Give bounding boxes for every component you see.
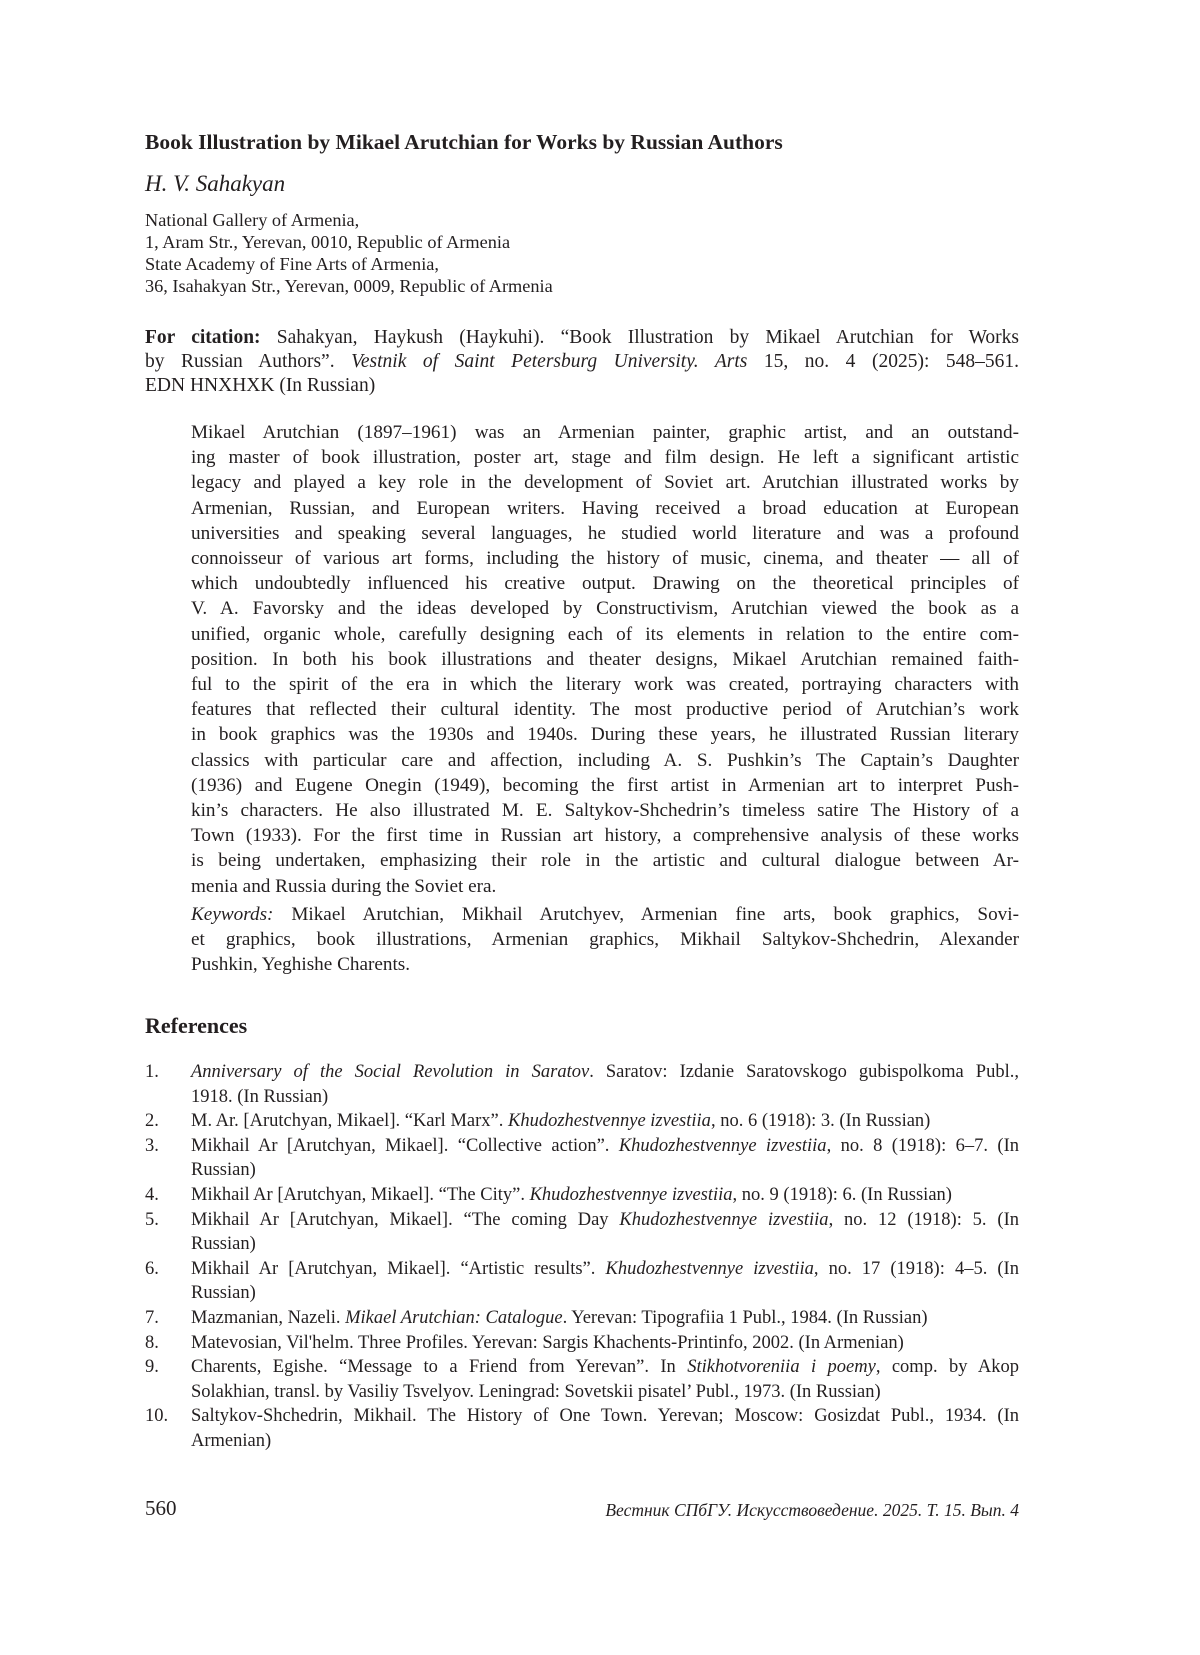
journal-running-title: Вестник СПбГУ. Искусствоведение. 2025. Т. 15. Вып. 4: [605, 1500, 1019, 1520]
reference-line: [191, 1060, 1019, 1085]
reference-text: , no. 8 (1918): 6–7. (In: [826, 1135, 1019, 1156]
reference-text: 1918. (In Russian): [191, 1086, 329, 1107]
reference-line: [191, 1257, 1019, 1282]
references-list: [145, 1060, 1019, 1454]
reference-text: , no. 12 (1918): 5. (In: [828, 1209, 1019, 1230]
journal-title: Vestnik of Saint Petersburg University. Arts: [351, 351, 748, 373]
abstract-line: (1936) and Eugene Onegin (1949), becoming the first artist in Armenian art to interpret Push-: [191, 774, 1019, 796]
abstract: [191, 420, 1019, 899]
reference-line: [191, 1281, 1019, 1306]
references-heading: References: [145, 1013, 248, 1038]
keywords-line: Pushkin, Yeghishe Charents.: [191, 953, 411, 975]
citation-line: [145, 374, 1019, 398]
keywords: [191, 902, 1019, 977]
reference-line: [191, 1134, 1019, 1159]
citation-text: EDN HNXHXK (In Russian): [145, 375, 376, 397]
reference-item: [145, 1306, 1019, 1331]
page-number: 560: [145, 1496, 177, 1520]
reference-text: Russian): [191, 1234, 256, 1255]
reference-title: Khudozhestvennye izvestiia: [507, 1111, 711, 1132]
reference-text: Mikhail Ar [Arutchyan, Mikael]. “The City”.: [191, 1184, 530, 1205]
keywords-text: Mikael Arutchian, Mikhail Arutchyev, Armenian fine arts, book graphics, Sovi-: [273, 903, 1019, 925]
reference-title: Khudozhestvennye izvestiia: [619, 1209, 829, 1230]
reference-title: Khudozhestvennye izvestiia: [618, 1135, 827, 1156]
reference-text: Charents, Egishe. “Message to a Friend from Yerevan”. In: [191, 1357, 688, 1378]
reference-line: [191, 1331, 1019, 1356]
reference-line: [191, 1306, 1019, 1331]
reference-item: [145, 1109, 1019, 1134]
abstract-line: legacy and played a key role in the development of Soviet art. Arutchian illustrated works by: [191, 472, 1019, 494]
reference-text: Solakhian, transl. by Vasiliy Tsvelyov. Leningrad: Sovetskii pisatel’ Publ., 1973. (In Russian): [191, 1381, 881, 1402]
reference-text: Saltykov-Shchedrin, Mikhail. The History of One Town. Yerevan; Moscow: Gosizdat Publ., 1934. (In: [191, 1406, 1019, 1427]
affiliation-line: National Gallery of Armenia,: [145, 210, 360, 230]
reference-number: 4.: [145, 1184, 159, 1205]
reference-item: [145, 1355, 1019, 1404]
abstract-line: features that reflected their cultural identity. The most productive period of Arutchian’s work: [191, 699, 1019, 721]
citation-text: Sahakyan, Haykush (Haykuhi). “Book Illustration by Mikael Arutchian for Works: [260, 327, 1020, 348]
article-title: Book Illustration by Mikael Arutchian for Works by Russian Authors: [145, 130, 783, 154]
reference-number: 10.: [145, 1406, 169, 1427]
reference-title: Khudozhestvennye izvestiia: [605, 1258, 814, 1279]
citation-line: [145, 350, 1019, 374]
abstract-line: ing master of book illustration, poster art, stage and film design. He left a significant artistic: [191, 447, 1019, 469]
reference-number: 2.: [145, 1111, 159, 1132]
reference-line: [191, 1208, 1019, 1233]
keywords-line: et graphics, book illustrations, Armenian graphics, Mikhail Saltykov-Shchedrin, Alexander: [191, 928, 1019, 950]
reference-item: [145, 1208, 1019, 1257]
reference-line: [191, 1232, 1019, 1257]
citation-line: [145, 326, 1019, 350]
reference-number: 6.: [145, 1258, 159, 1279]
affiliation-line: 1, Aram Str., Yerevan, 0010, Republic of Armenia: [145, 232, 511, 252]
author-name: H. V. Sahakyan: [145, 171, 286, 196]
reference-line: [191, 1429, 1019, 1454]
abstract-line: in book graphics was the 1930s and 1940s. During these years, he illustrated Russian literary: [191, 724, 1019, 746]
reference-number: 5.: [145, 1209, 159, 1230]
reference-number: 3.: [145, 1135, 159, 1156]
reference-title: Mikael Arutchian: Catalogue: [345, 1307, 563, 1328]
reference-text: Matevosian, Vil'helm. Three Profiles. Yerevan: Sargis Khachents-Printinfo, 2002. (In Armenian): [191, 1332, 904, 1353]
keywords-label: Keywords:: [191, 903, 274, 925]
citation-label: For citation:: [145, 327, 261, 348]
abstract-line: kin’s characters. He also illustrated M. E. Saltykov-Shchedrin’s timeless satire The History of a: [191, 800, 1019, 822]
abstract-line: universities and speaking several languages, he studied world literature and was a profound: [191, 522, 1019, 544]
reference-text: . Saratov: Izdanie Saratovskogo gubispolkoma Publ.,: [589, 1062, 1019, 1082]
reference-number: 9.: [145, 1357, 159, 1378]
reference-number: 8.: [145, 1332, 159, 1353]
reference-line: [191, 1380, 1019, 1405]
abstract-line: Mikael Arutchian (1897–1961) was an Armenian painter, graphic artist, and an outstand-: [191, 422, 1019, 443]
reference-text: Mikhail Ar [Arutchyan, Mikael]. “Collective action”.: [191, 1135, 619, 1156]
abstract-line: connoisseur of various art forms, including the history of music, cinema, and theater — all of: [191, 548, 1019, 570]
reference-text: M. Ar. [Arutchyan, Mikael]. “Karl Marx”.: [191, 1111, 508, 1132]
reference-line: [191, 1404, 1019, 1429]
abstract-line: Armenian, Russian, and European writers. Having received a broad education at European: [191, 497, 1019, 519]
reference-number: 7.: [145, 1307, 159, 1328]
reference-item: [145, 1257, 1019, 1306]
reference-text: Mazmanian, Nazeli.: [191, 1307, 346, 1328]
reference-line: [191, 1158, 1019, 1183]
citation-block: [145, 326, 1019, 399]
affiliation-line: State Academy of Fine Arts of Armenia,: [145, 254, 439, 274]
citation-text: 15, no. 4 (2025): 548–561.: [747, 351, 1020, 373]
affiliation-line: 36, Isahakyan Str., Yerevan, 0009, Republic of Armenia: [145, 276, 553, 296]
reference-text: , no. 6 (1918): 3. (In Russian): [710, 1111, 931, 1132]
reference-text: Mikhail Ar [Arutchyan, Mikael]. “The coming Day: [191, 1209, 620, 1230]
affiliation-block: [145, 209, 1019, 297]
abstract-line: is being undertaken, emphasizing their role in the artistic and cultural dialogue between Ar-: [191, 850, 1019, 872]
reference-title: Anniversary of the Social Revolution in Saratov: [191, 1062, 590, 1082]
abstract-line: menia and Russia during the Soviet era.: [191, 875, 497, 897]
abstract-line: unified, organic whole, carefully designing each of its elements in relation to the entire com-: [191, 623, 1019, 645]
abstract-line: classics with particular care and affection, including A. S. Pushkin’s The Captain’s Daughter: [191, 749, 1019, 771]
reference-item: [145, 1331, 1019, 1356]
abstract-line: Town (1933). For the first time in Russian art history, a comprehensive analysis of these works: [191, 825, 1019, 847]
reference-text: Russian): [191, 1160, 256, 1181]
reference-item: [145, 1134, 1019, 1183]
reference-text: Armenian): [191, 1430, 272, 1451]
page-footer: [145, 1495, 1019, 1521]
reference-line: [191, 1183, 1019, 1208]
citation-text: by Russian Authors”.: [145, 351, 352, 373]
reference-item: [145, 1404, 1019, 1453]
keywords-line: [191, 902, 1019, 927]
reference-title: Stikhotvoreniia i poemy: [687, 1357, 876, 1378]
reference-text: Mikhail Ar [Arutchyan, Mikael]. “Artistic results”.: [191, 1258, 606, 1279]
reference-title: Khudozhestvennye izvestiia: [529, 1184, 733, 1205]
abstract-line: ful to the spirit of the era in which the literary work was created, portraying characters with: [191, 674, 1019, 696]
reference-item: [145, 1060, 1019, 1109]
reference-line: [191, 1109, 1019, 1134]
reference-line: [191, 1355, 1019, 1380]
reference-item: [145, 1183, 1019, 1208]
reference-text: Russian): [191, 1283, 256, 1304]
reference-text: , no. 9 (1918): 6. (In Russian): [732, 1184, 952, 1205]
reference-line: [191, 1085, 1019, 1110]
reference-number: 1.: [145, 1062, 159, 1082]
reference-text: . Yerevan: Tipografiia 1 Publ., 1984. (In Russian): [562, 1307, 928, 1328]
abstract-line: V. A. Favorsky and the ideas developed by Constructivism, Arutchian viewed the book as a: [191, 598, 1019, 620]
abstract-line: position. In both his book illustrations and theater designs, Mikael Arutchian remained faith-: [191, 648, 1019, 670]
reference-text: , no. 17 (1918): 4–5. (In: [813, 1258, 1019, 1279]
reference-text: , comp. by Akop: [875, 1357, 1019, 1378]
abstract-line: which undoubtedly influenced his creative output. Drawing on the theoretical principles of: [191, 573, 1019, 595]
